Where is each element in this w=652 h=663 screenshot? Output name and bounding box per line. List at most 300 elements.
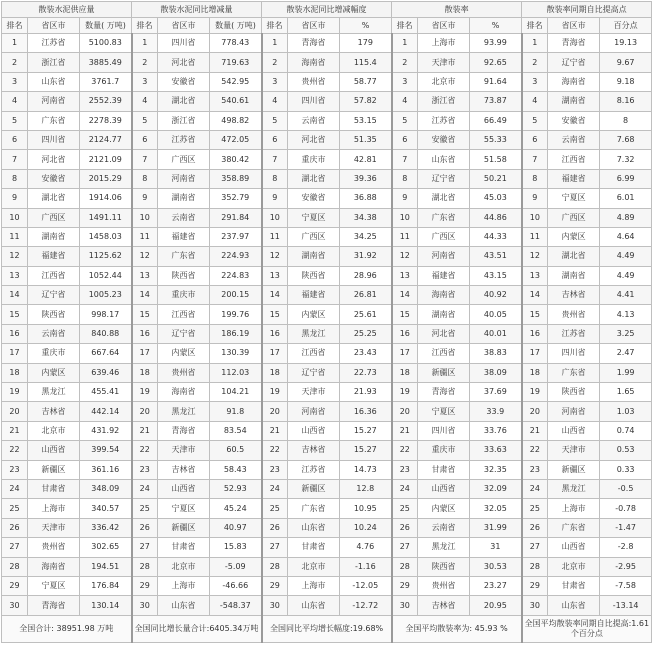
table-row — [2, 247, 652, 266]
region-cell: 河北省 — [418, 324, 470, 343]
value-cell: 33.9 — [470, 402, 522, 421]
rank-cell: 3 — [262, 72, 288, 91]
rank-cell: 23 — [132, 460, 158, 479]
summary-cell-5: 全国平均散装率同期自比提高:1.61个百分点 — [522, 615, 652, 642]
region-cell: 贵州省 — [418, 576, 470, 595]
region-cell: 广东省 — [288, 499, 340, 518]
region-cell: 广东省 — [158, 247, 210, 266]
region-cell: 内蒙区 — [28, 363, 80, 382]
table-row — [2, 557, 652, 576]
rank-cell: 17 — [262, 344, 288, 363]
column-header: 数量( 万吨) — [80, 18, 132, 34]
rank-cell: 26 — [262, 518, 288, 537]
rank-cell: 5 — [2, 111, 28, 130]
rank-cell: 10 — [522, 208, 548, 227]
value-cell: 1458.03 — [80, 227, 132, 246]
value-cell: 51.35 — [340, 130, 392, 149]
value-cell: 23.43 — [340, 344, 392, 363]
region-cell: 安徽省 — [548, 111, 600, 130]
rank-cell: 4 — [392, 92, 418, 111]
table-row — [2, 208, 652, 227]
value-cell: 194.51 — [80, 557, 132, 576]
rank-cell: 16 — [2, 324, 28, 343]
region-cell: 四川省 — [158, 34, 210, 53]
column-header: 省区市 — [28, 18, 80, 34]
rank-cell: 20 — [2, 402, 28, 421]
rank-cell: 19 — [522, 383, 548, 402]
region-cell: 陕西省 — [288, 266, 340, 285]
region-cell: 江西省 — [288, 344, 340, 363]
rank-cell: 23 — [262, 460, 288, 479]
rank-cell: 17 — [132, 344, 158, 363]
column-header: 省区市 — [548, 18, 600, 34]
rank-cell: 7 — [392, 150, 418, 169]
value-cell: 44.86 — [470, 208, 522, 227]
value-cell: 340.57 — [80, 499, 132, 518]
rank-cell: 6 — [392, 130, 418, 149]
region-cell: 重庆市 — [28, 344, 80, 363]
region-cell: 贵州省 — [158, 363, 210, 382]
value-cell: -7.58 — [600, 576, 652, 595]
section-title-2: 散装水泥同比增减量 — [132, 2, 262, 18]
region-cell: 贵州省 — [548, 305, 600, 324]
value-cell: 472.05 — [210, 130, 262, 149]
rank-cell: 27 — [132, 538, 158, 557]
column-header: % — [340, 18, 392, 34]
rank-cell: 9 — [522, 189, 548, 208]
rank-cell: 25 — [262, 499, 288, 518]
rank-cell: 26 — [2, 518, 28, 537]
rank-cell: 11 — [2, 227, 28, 246]
region-cell: 河北省 — [28, 150, 80, 169]
value-cell: 32.09 — [470, 479, 522, 498]
rank-cell: 12 — [132, 247, 158, 266]
value-cell: 19.13 — [600, 34, 652, 53]
region-cell: 吉林省 — [158, 460, 210, 479]
rank-cell: 14 — [2, 286, 28, 305]
rank-cell: 22 — [2, 441, 28, 460]
summary-cell-4: 全国平均散装率为: 45.93 % — [392, 615, 522, 642]
column-header: 排名 — [392, 18, 418, 34]
value-cell: 45.03 — [470, 189, 522, 208]
value-cell: 1.99 — [600, 363, 652, 382]
region-cell: 山西省 — [158, 479, 210, 498]
value-cell: 12.8 — [340, 479, 392, 498]
value-cell: 10.95 — [340, 499, 392, 518]
table-row — [2, 421, 652, 440]
table-row — [2, 499, 652, 518]
region-cell: 宁夏区 — [418, 402, 470, 421]
rank-cell: 23 — [2, 460, 28, 479]
region-cell: 福建省 — [418, 266, 470, 285]
rank-cell: 8 — [2, 169, 28, 188]
rank-cell: 13 — [262, 266, 288, 285]
table-row — [2, 402, 652, 421]
rank-cell: 19 — [262, 383, 288, 402]
region-cell: 广西区 — [158, 150, 210, 169]
region-cell: 山西省 — [548, 421, 600, 440]
region-cell: 陕西省 — [418, 557, 470, 576]
region-cell: 湖北省 — [548, 247, 600, 266]
value-cell: 42.81 — [340, 150, 392, 169]
region-cell: 江苏省 — [288, 460, 340, 479]
value-cell: 115.4 — [340, 53, 392, 72]
value-cell: 2.47 — [600, 344, 652, 363]
value-cell: 15.83 — [210, 538, 262, 557]
value-cell: 7.68 — [600, 130, 652, 149]
region-cell: 浙江省 — [28, 53, 80, 72]
region-cell: 新疆区 — [548, 460, 600, 479]
value-cell: 36.88 — [340, 189, 392, 208]
region-cell: 安徽省 — [288, 189, 340, 208]
rank-cell: 23 — [392, 460, 418, 479]
value-cell: -2.95 — [600, 557, 652, 576]
value-cell: 6.99 — [600, 169, 652, 188]
value-cell: -1.47 — [600, 518, 652, 537]
table-body — [2, 34, 652, 616]
value-cell: 542.95 — [210, 72, 262, 91]
region-cell: 天津市 — [548, 441, 600, 460]
table-row — [2, 92, 652, 111]
rank-cell: 13 — [392, 266, 418, 285]
region-cell: 湖南省 — [548, 92, 600, 111]
region-cell: 广西区 — [288, 227, 340, 246]
region-cell: 辽宁省 — [158, 324, 210, 343]
rank-cell: 16 — [392, 324, 418, 343]
region-cell: 辽宁省 — [288, 363, 340, 382]
value-cell: 37.69 — [470, 383, 522, 402]
rank-cell: 3 — [132, 72, 158, 91]
value-cell: 237.97 — [210, 227, 262, 246]
rank-cell: 29 — [262, 576, 288, 595]
rank-cell: 16 — [262, 324, 288, 343]
table-row — [2, 518, 652, 537]
value-cell: 58.77 — [340, 72, 392, 91]
column-header: 百分点 — [600, 18, 652, 34]
value-cell: 4.89 — [600, 208, 652, 227]
rank-cell: 14 — [132, 286, 158, 305]
rank-cell: 1 — [262, 34, 288, 53]
value-cell: 60.5 — [210, 441, 262, 460]
section-title-4: 散装率 — [392, 2, 522, 18]
value-cell: 0.74 — [600, 421, 652, 440]
value-cell: 33.76 — [470, 421, 522, 440]
region-cell: 北京市 — [548, 557, 600, 576]
value-cell: 1052.44 — [80, 266, 132, 285]
rank-cell: 7 — [262, 150, 288, 169]
table-row — [2, 596, 652, 615]
region-cell: 河南省 — [418, 247, 470, 266]
value-cell: 14.73 — [340, 460, 392, 479]
value-cell: 840.88 — [80, 324, 132, 343]
value-cell: -548.37 — [210, 596, 262, 615]
region-cell: 河南省 — [548, 402, 600, 421]
rank-cell: 20 — [522, 402, 548, 421]
region-cell: 山西省 — [418, 479, 470, 498]
value-cell: 998.17 — [80, 305, 132, 324]
rank-cell: 30 — [262, 596, 288, 615]
value-cell: 25.25 — [340, 324, 392, 343]
rank-cell: 3 — [522, 72, 548, 91]
table-row — [2, 286, 652, 305]
value-cell: 53.15 — [340, 111, 392, 130]
rank-cell: 13 — [522, 266, 548, 285]
region-cell: 海南省 — [548, 72, 600, 91]
column-header: 排名 — [132, 18, 158, 34]
value-cell: 719.63 — [210, 53, 262, 72]
region-cell: 湖南省 — [158, 189, 210, 208]
value-cell: 15.27 — [340, 441, 392, 460]
region-cell: 内蒙区 — [548, 227, 600, 246]
region-cell: 江西省 — [548, 150, 600, 169]
region-cell: 陕西省 — [158, 266, 210, 285]
bulk-cement-statistics-table — [1, 1, 652, 643]
rank-cell: 25 — [392, 499, 418, 518]
region-cell: 广西区 — [548, 208, 600, 227]
rank-cell: 2 — [392, 53, 418, 72]
region-cell: 吉林省 — [28, 402, 80, 421]
rank-cell: 12 — [392, 247, 418, 266]
value-cell: 361.16 — [80, 460, 132, 479]
value-cell: 73.87 — [470, 92, 522, 111]
region-cell: 宁夏区 — [288, 208, 340, 227]
value-cell: -46.66 — [210, 576, 262, 595]
rank-cell: 13 — [2, 266, 28, 285]
rank-cell: 30 — [522, 596, 548, 615]
region-cell: 江苏省 — [28, 34, 80, 53]
region-cell: 云南省 — [418, 518, 470, 537]
value-cell: 43.51 — [470, 247, 522, 266]
value-cell: 130.39 — [210, 344, 262, 363]
region-cell: 上海市 — [288, 576, 340, 595]
region-cell: 青海省 — [158, 421, 210, 440]
value-cell: 6.01 — [600, 189, 652, 208]
value-cell: 455.41 — [80, 383, 132, 402]
column-header: 排名 — [522, 18, 548, 34]
rank-cell: 28 — [392, 557, 418, 576]
value-cell: 4.41 — [600, 286, 652, 305]
region-cell: 江西省 — [418, 344, 470, 363]
table-row — [2, 576, 652, 595]
value-cell: 1491.11 — [80, 208, 132, 227]
value-cell: 55.33 — [470, 130, 522, 149]
value-cell: 32.35 — [470, 460, 522, 479]
column-header: 排名 — [2, 18, 28, 34]
value-cell: 224.93 — [210, 247, 262, 266]
rank-cell: 20 — [132, 402, 158, 421]
rank-cell: 10 — [262, 208, 288, 227]
value-cell: 4.13 — [600, 305, 652, 324]
value-cell: 39.36 — [340, 169, 392, 188]
rank-cell: 8 — [392, 169, 418, 188]
region-cell: 湖北省 — [158, 92, 210, 111]
rank-cell: 27 — [392, 538, 418, 557]
rank-cell: 3 — [392, 72, 418, 91]
rank-cell: 24 — [522, 479, 548, 498]
region-cell: 辽宁省 — [548, 53, 600, 72]
value-cell: 442.14 — [80, 402, 132, 421]
value-cell: 179 — [340, 34, 392, 53]
rank-cell: 5 — [132, 111, 158, 130]
rank-cell: 7 — [522, 150, 548, 169]
rank-cell: 9 — [2, 189, 28, 208]
rank-cell: 26 — [522, 518, 548, 537]
region-cell: 广东省 — [548, 363, 600, 382]
region-cell: 云南省 — [548, 130, 600, 149]
value-cell: 4.76 — [340, 538, 392, 557]
value-cell: 57.82 — [340, 92, 392, 111]
rank-cell: 28 — [522, 557, 548, 576]
table-row — [2, 111, 652, 130]
value-cell: 26.81 — [340, 286, 392, 305]
rank-cell: 11 — [522, 227, 548, 246]
table-row — [2, 150, 652, 169]
region-cell: 甘肃省 — [418, 460, 470, 479]
region-cell: 湖南省 — [28, 227, 80, 246]
value-cell: -0.78 — [600, 499, 652, 518]
value-cell: 10.24 — [340, 518, 392, 537]
rank-cell: 28 — [262, 557, 288, 576]
rank-cell: 6 — [2, 130, 28, 149]
table-row — [2, 189, 652, 208]
rank-cell: 4 — [2, 92, 28, 111]
table-row — [2, 460, 652, 479]
rank-cell: 13 — [132, 266, 158, 285]
region-cell: 吉林省 — [288, 441, 340, 460]
rank-cell: 15 — [522, 305, 548, 324]
value-cell: 34.38 — [340, 208, 392, 227]
value-cell: -12.05 — [340, 576, 392, 595]
value-cell: 2121.09 — [80, 150, 132, 169]
rank-cell: 15 — [2, 305, 28, 324]
column-header: 数量( 万吨) — [210, 18, 262, 34]
rank-cell: 17 — [522, 344, 548, 363]
region-cell: 湖北省 — [28, 189, 80, 208]
value-cell: -0.5 — [600, 479, 652, 498]
rank-cell: 12 — [522, 247, 548, 266]
rank-cell: 9 — [262, 189, 288, 208]
value-cell: 9.18 — [600, 72, 652, 91]
region-cell: 青海省 — [28, 596, 80, 615]
rank-cell: 16 — [522, 324, 548, 343]
value-cell: 8.16 — [600, 92, 652, 111]
region-cell: 广东省 — [548, 518, 600, 537]
region-cell: 北京市 — [158, 557, 210, 576]
value-cell: -1.16 — [340, 557, 392, 576]
rank-cell: 16 — [132, 324, 158, 343]
region-cell: 重庆市 — [288, 150, 340, 169]
rank-cell: 9 — [132, 189, 158, 208]
value-cell: 3.25 — [600, 324, 652, 343]
value-cell: 302.65 — [80, 538, 132, 557]
table-row — [2, 363, 652, 382]
rank-cell: 30 — [392, 596, 418, 615]
rank-cell: 18 — [522, 363, 548, 382]
region-cell: 浙江省 — [158, 111, 210, 130]
region-cell: 河南省 — [288, 402, 340, 421]
value-cell: 51.58 — [470, 150, 522, 169]
rank-cell: 5 — [262, 111, 288, 130]
value-cell: 22.73 — [340, 363, 392, 382]
rank-cell: 19 — [2, 383, 28, 402]
region-cell: 云南省 — [288, 111, 340, 130]
value-cell: 93.99 — [470, 34, 522, 53]
rank-cell: 25 — [2, 499, 28, 518]
summary-cell-1: 全国合计: 38951.98 万吨 — [2, 615, 132, 642]
rank-cell: 24 — [2, 479, 28, 498]
region-cell: 江苏省 — [158, 130, 210, 149]
value-cell: 15.27 — [340, 421, 392, 440]
region-cell: 湖北省 — [418, 189, 470, 208]
region-cell: 内蒙区 — [418, 499, 470, 518]
column-header-row — [2, 18, 652, 34]
region-cell: 上海市 — [548, 499, 600, 518]
summary-row — [2, 615, 652, 642]
section-title-5: 散装率同期自比提高点 — [522, 2, 652, 18]
region-cell: 山东省 — [548, 596, 600, 615]
rank-cell: 21 — [522, 421, 548, 440]
rank-cell: 18 — [132, 363, 158, 382]
rank-cell: 5 — [392, 111, 418, 130]
value-cell: 43.15 — [470, 266, 522, 285]
region-cell: 湖南省 — [548, 266, 600, 285]
region-cell: 内蒙区 — [158, 344, 210, 363]
rank-cell: 12 — [2, 247, 28, 266]
value-cell: 200.15 — [210, 286, 262, 305]
value-cell: 4.64 — [600, 227, 652, 246]
value-cell: 38.09 — [470, 363, 522, 382]
value-cell: 3761.7 — [80, 72, 132, 91]
region-cell: 宁夏区 — [158, 499, 210, 518]
value-cell: 1914.06 — [80, 189, 132, 208]
region-cell: 广东省 — [28, 111, 80, 130]
table-row — [2, 72, 652, 91]
region-cell: 河南省 — [28, 92, 80, 111]
region-cell: 重庆市 — [158, 286, 210, 305]
rank-cell: 4 — [132, 92, 158, 111]
value-cell: 25.61 — [340, 305, 392, 324]
value-cell: 336.42 — [80, 518, 132, 537]
value-cell: 23.27 — [470, 576, 522, 595]
rank-cell: 15 — [262, 305, 288, 324]
region-cell: 宁夏区 — [28, 576, 80, 595]
table-row — [2, 383, 652, 402]
rank-cell: 14 — [262, 286, 288, 305]
region-cell: 湖南省 — [418, 305, 470, 324]
rank-cell: 4 — [522, 92, 548, 111]
rank-cell: 11 — [262, 227, 288, 246]
value-cell: -2.8 — [600, 538, 652, 557]
rank-cell: 10 — [2, 208, 28, 227]
region-cell: 黑龙江 — [548, 479, 600, 498]
value-cell: 104.21 — [210, 383, 262, 402]
value-cell: 498.82 — [210, 111, 262, 130]
region-cell: 四川省 — [548, 344, 600, 363]
region-cell: 山东省 — [288, 596, 340, 615]
value-cell: 2278.39 — [80, 111, 132, 130]
rank-cell: 27 — [2, 538, 28, 557]
value-cell: 1005.23 — [80, 286, 132, 305]
region-cell: 江西省 — [158, 305, 210, 324]
value-cell: 83.54 — [210, 421, 262, 440]
rank-cell: 7 — [132, 150, 158, 169]
rank-cell: 20 — [392, 402, 418, 421]
region-cell: 天津市 — [288, 383, 340, 402]
rank-cell: 23 — [522, 460, 548, 479]
value-cell: 58.43 — [210, 460, 262, 479]
region-cell: 重庆市 — [418, 441, 470, 460]
region-cell: 海南省 — [28, 557, 80, 576]
